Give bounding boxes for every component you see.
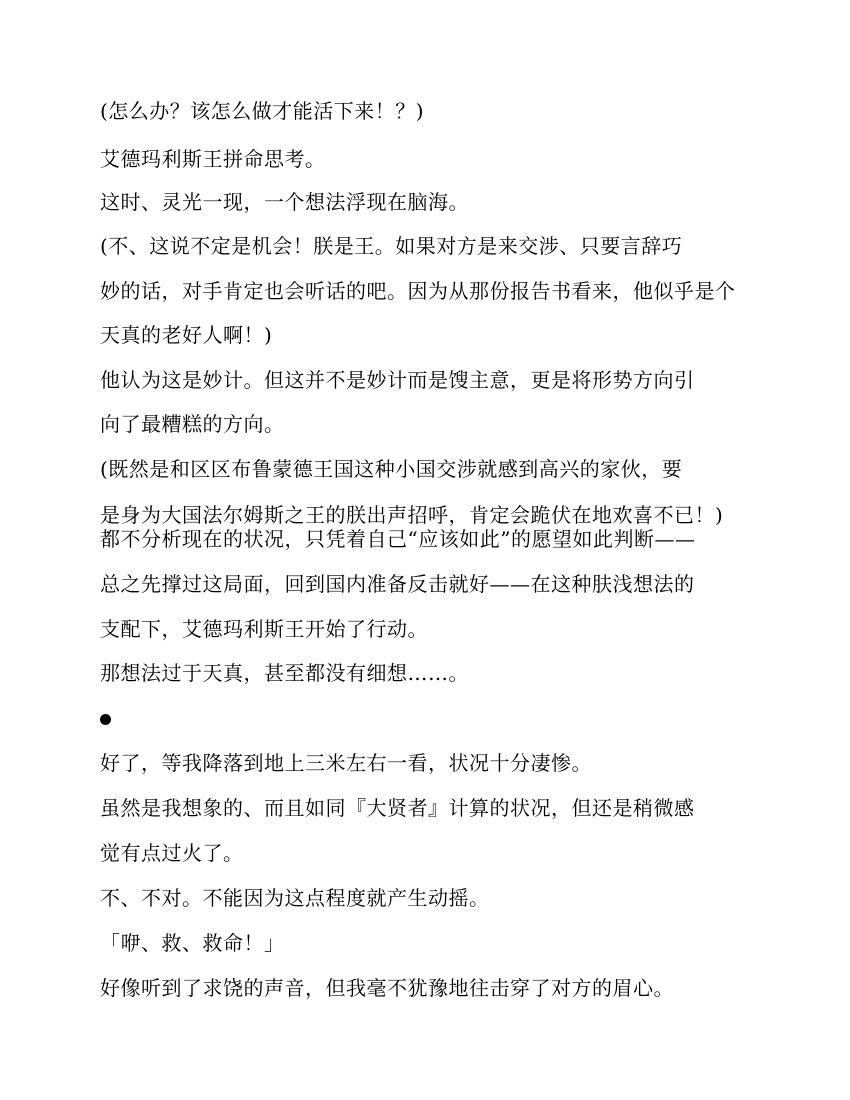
text-line: (不、这说不定是机会！朕是王。如果对方是来交涉、只要言辞巧 (100, 234, 683, 258)
text-line: 不、不对。不能因为这点程度就产生动摇。 (100, 886, 490, 910)
text-line: 觉有点过火了。 (100, 841, 244, 865)
text-line: 艾德玛利斯王拼命思考。 (100, 147, 326, 171)
text-line: 支配下，艾德玛利斯王开始了行动。 (100, 617, 428, 641)
text-line: 那想法过于天真，甚至都没有细想……。 (100, 661, 469, 685)
text-line: 好了，等我降落到地上三米左右一看，状况十分凄惨。 (100, 751, 592, 775)
text-line: 他认为这是妙计。但这并不是妙计而是馊主意，更是将形势方向引 (100, 368, 695, 392)
text-line: 天真的老好人啊！) (100, 323, 273, 347)
section-break-bullet-icon (100, 714, 111, 725)
text-line: 虽然是我想象的、而且如同『大贤者』计算的状况，但还是稍微感 (100, 796, 695, 820)
text-line: 「咿、救、救命！」 (100, 931, 285, 955)
text-line: 妙的话，对手肯定也会听话的吧。因为从那份报告书看来，他似乎是个 (100, 279, 736, 303)
text-line: (既然是和区区布鲁蒙德王国这种小国交涉就感到高兴的家伙，要 (100, 457, 683, 481)
text-line: 是身为大国法尔姆斯之王的朕出声招呼，肯定会跪伏在地欢喜不已！) (100, 503, 724, 527)
text-line: (怎么办？该怎么做才能活下来！？) (100, 99, 425, 123)
text-line: 好像听到了求饶的声音，但我毫不犹豫地往击穿了对方的眉心。 (100, 976, 674, 1000)
text-line: 总之先撑过这局面，回到国内准备反击就好——在这种肤浅想法的 (100, 572, 695, 596)
text-line: 都不分析现在的状况，只凭着自己“应该如此”的愿望如此判断—— (100, 527, 696, 551)
text-line: 向了最糟糕的方向。 (100, 412, 285, 436)
text-line: 这时、灵光一现，一个想法浮现在脑海。 (100, 190, 469, 214)
